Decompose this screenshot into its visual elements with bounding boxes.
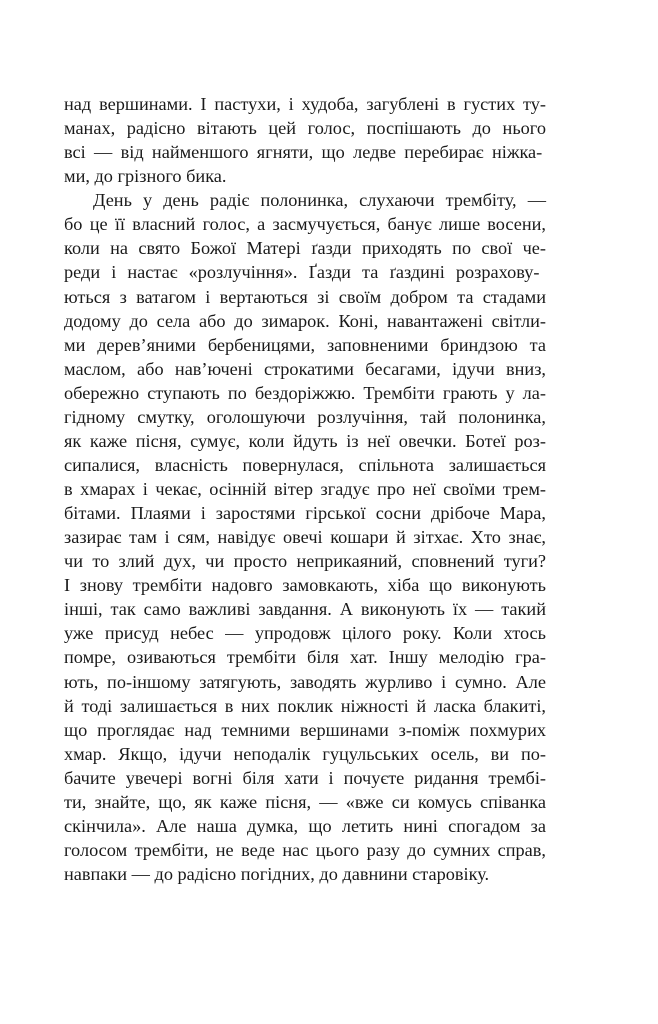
text-line: чи то злий дух, чи просто неприкаяний, сповнений туги? (64, 551, 546, 572)
text-line: ми дерев’яними бербеницями, заповненими бриндзою та (64, 334, 546, 355)
text-line: бітами. Плаями і заростями гірської сосни дрібоче Мара, (64, 503, 546, 524)
text-line: інші, так само важливі завдання. А виконують їх — такий (64, 599, 546, 620)
text-line: всі — від найменшого ягняти, що ледве перебирає ніжка- (64, 142, 543, 163)
text-line: й тоді залишається в них поклик ніжності й ласка блакиті, (64, 695, 546, 716)
text-line: День у день радіє полонинка, слухаючи трембіту, — (93, 190, 546, 211)
text-line: манах, радісно вітають цей голос, поспішають до нього (64, 118, 546, 139)
text-line: реди і настає «розлучіння». Ґазди та ґаздині розрахову- (64, 262, 540, 283)
text-line: ються з ватагом і вертаються зі своїм добром та стадами (64, 286, 546, 307)
text-line: обережно ступають по бездоріжжю. Трембіти грають у ла- (64, 382, 546, 403)
paragraph (64, 188, 546, 886)
text-line: зазирає там і сям, навідує овечі кошари й зітхає. Хто знає, (64, 527, 546, 548)
text-line: додому до села або до зимарок. Коні, навантажені світли- (64, 310, 546, 331)
text-line: що проглядає над темними вершинами з-поміж похмурих (64, 719, 546, 740)
text-line: гідному смутку, оголошуючи розлучіння, тай полонинка, (64, 406, 546, 427)
text-line: І знову трембіти надовго замовкають, хіба що виконують (64, 575, 546, 596)
paragraph (64, 92, 546, 188)
text-line: ють, по-іншому затягують, заводять журливо і сумно. Але (64, 671, 546, 692)
text-line: над вершинами. І пастухи, і худоба, загублені в густих ту- (64, 94, 546, 114)
page-body-text (64, 92, 546, 886)
text-line: хмар. Якщо, ідучи неподалік гуцульських осель, ви по- (64, 743, 546, 764)
text-line: помре, озиваються трембіти біля хат. Іншу мелодію гра- (64, 647, 546, 668)
text-line: голосом трембіти, не веде нас цього разу до сумних справ, (64, 839, 546, 860)
text-line: ти, знайте, що, як каже пісня, — «вже си комусь співанка (64, 791, 546, 812)
text-line: маслом, або нав’ючені строкатими бесагами, ідучи вниз, (64, 358, 546, 379)
text-line: як каже пісня, сумує, коли йдуть із неї овечки. Ботеї роз- (64, 430, 546, 451)
text-line: бачите увечері вогні біля хати і почуєте ридання трембі- (64, 767, 546, 788)
text-line: навпаки — до радісно погідних, до давнини старовіку. (64, 864, 490, 884)
text-line: ми, до грізного бика. (64, 166, 227, 187)
text-line: коли на свято Божої Матері ґазди приходять по свої че- (64, 238, 546, 259)
text-line: сипалися, власність повернулася, спільнота залишається (64, 454, 546, 475)
text-line: бо це її власний голос, а засмучується, банує лише восени, (64, 214, 546, 235)
text-line: уже присуд небес — упродовж цілого року. Коли хтось (64, 623, 546, 644)
text-line: скінчила». Але наша думка, що летить нині спогадом за (64, 815, 546, 836)
text-line: в хмарах і чекає, осінній вітер згадує про неї своїми трем- (64, 479, 546, 499)
